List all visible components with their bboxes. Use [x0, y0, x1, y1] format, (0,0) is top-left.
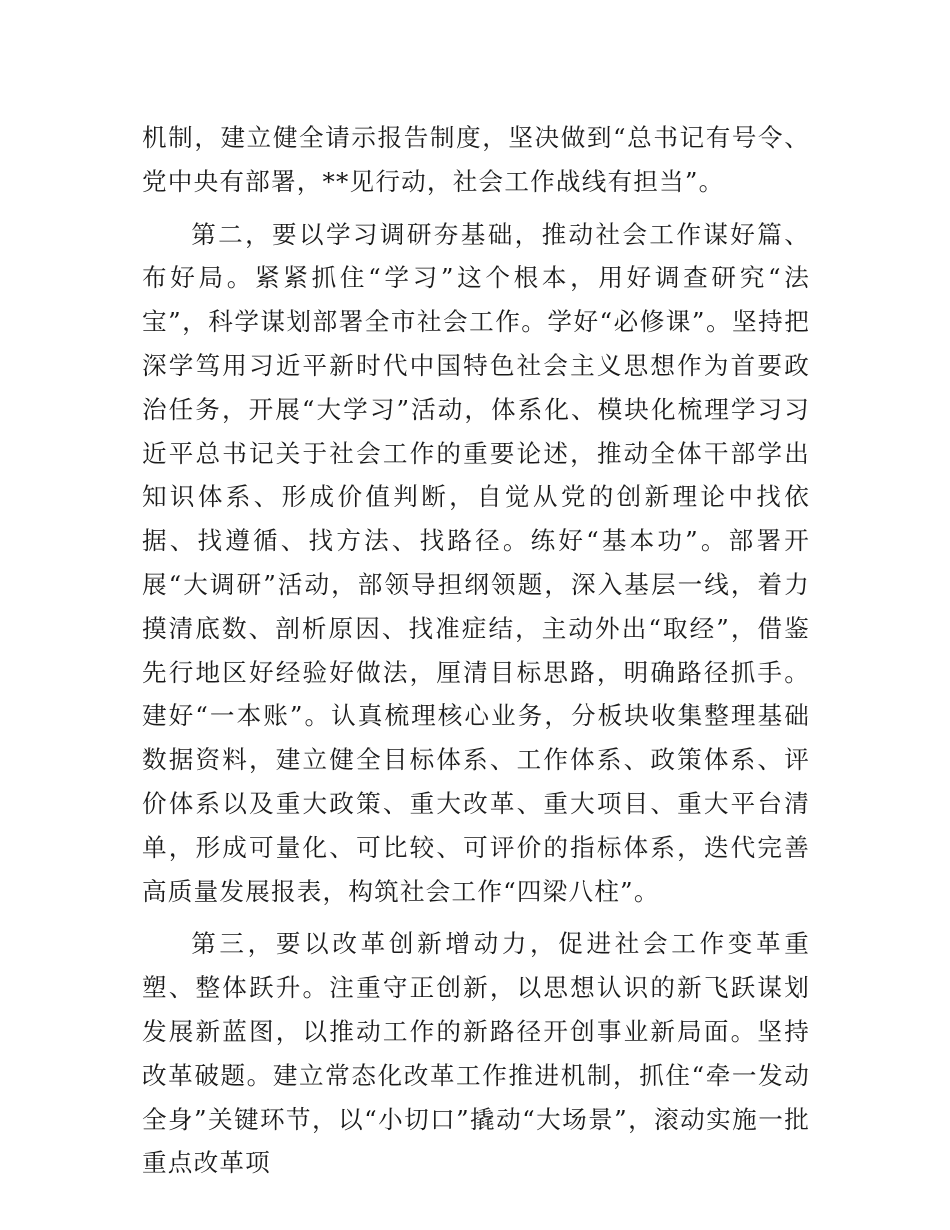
- paragraph-continuation: 机制，建立健全请示报告制度，坚决做到“总书记有号令、党中央有部署，**见行动，社会工作战线有担当”。: [142, 123, 810, 196]
- document-body: [142, 116, 810, 1185]
- paragraph-third-point: 第三，要以改革创新增动力，促进社会工作变革重塑、整体跃升。注重守正创新，以思想认识的新飞跃谋划发展新蓝图，以推动工作的新路径开创事业新局面。坚持改革破题。建立常态化改革工作推进机制，抓住“牵一发动全身”关键环节，以“小切口”撬动“大场景”，滚动实施一批重点改革项: [142, 929, 810, 1178]
- paragraph-second-point: 第二，要以学习调研夯基础，推动社会工作谋好篇、布好局。紧紧抓住“学习”这个根本，用好调查研究“法宝”，科学谋划部署全市社会工作。学好“必修课”。坚持把深学笃用习近平新时代中国特色社会主义思想作为首要政治任务，开展“大学习”活动，体系化、模块化梳理学习习近平总书记关于社会工作的重要论述，推动全体干部学出知识体系、形成价值判断，自觉从党的创新理论中找依据、找遵循、找方法、找路径。练好“基本功”。部署开展“大调研”活动，部领导担纲领题，深入基层一线，着力摸清底数、剖析原因、找准症结，主动外出“取经”，借鉴先行地区好经验好做法，厘清目标思路，明确路径抓手。建好“一本账”。认真梳理核心业务，分板块收集整理基础数据资料，建立健全目标体系、工作体系、政策体系、评价体系以及重大政策、重大改革、重大项目、重大平台清单，形成可量化、可比较、可评价的指标体系，迭代完善高质量发展报表，构筑社会工作“四梁八柱”。: [142, 219, 810, 906]
